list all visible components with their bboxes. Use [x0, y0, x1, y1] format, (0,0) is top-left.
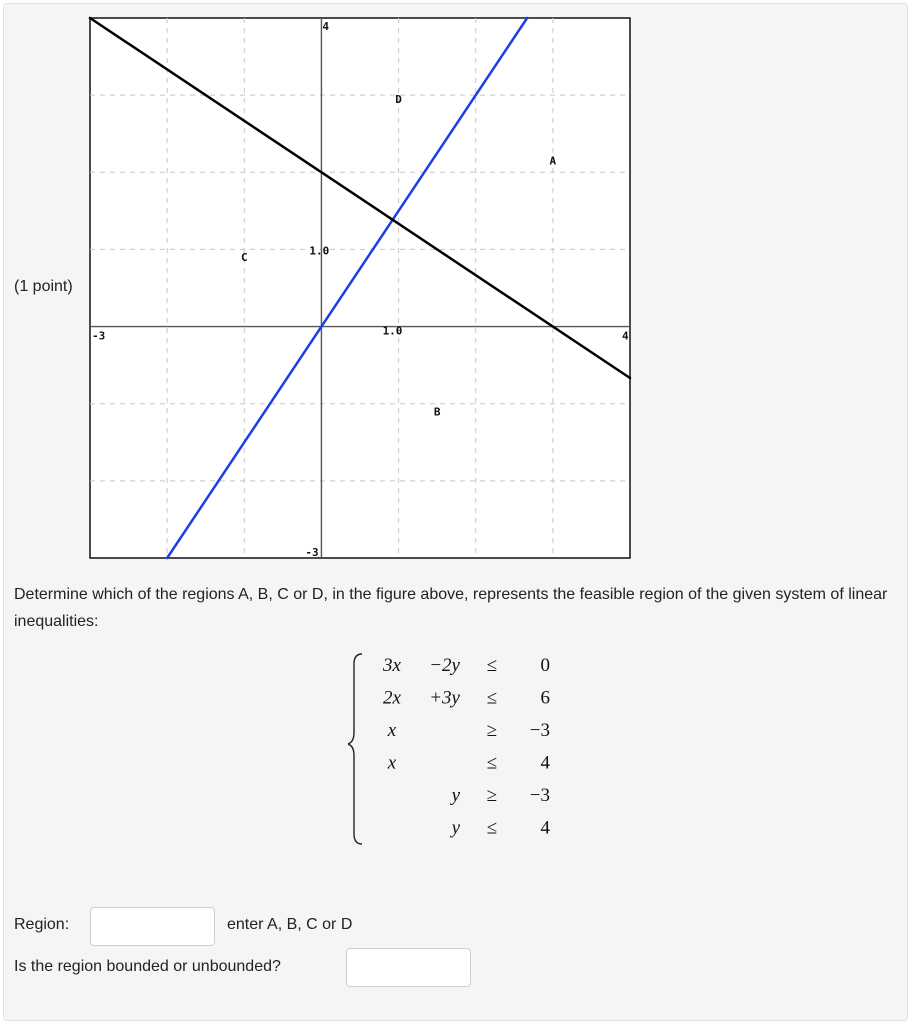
region-input[interactable]: [90, 907, 215, 946]
tick-label-ymin: -3: [305, 546, 319, 559]
inequality-coef-x: 2x: [383, 687, 401, 709]
question-text: Determine which of the regions A, B, C or D, in the figure above, represents the feasible region of the given system of linear inequalities:: [14, 586, 888, 630]
inequality-coef-x: x: [387, 720, 397, 741]
inequality-coef-y: y: [451, 817, 460, 839]
region-label-b: B: [433, 405, 441, 419]
inequality-relation: ≥: [486, 720, 498, 741]
tick-label-ymax: 4: [322, 20, 330, 33]
tick-label-y-unit: 1.0: [309, 244, 330, 258]
tick-label-x-unit: 1.0: [382, 324, 403, 338]
inequality-rhs: 6: [540, 687, 550, 709]
points-label: (1 point): [14, 278, 73, 295]
inequality-coef-y: y: [451, 785, 460, 806]
region-label-d: D: [395, 92, 402, 106]
inequality-relation: ≤: [486, 655, 498, 676]
inequality-relation: ≤: [486, 687, 498, 709]
inequality-relation: ≤: [486, 817, 498, 839]
inequality-coef-y: +3y: [429, 687, 460, 709]
inequality-rhs: 4: [540, 752, 550, 774]
region-hint: enter A, B, C or D: [227, 916, 353, 933]
tick-label-xmin: -3: [92, 329, 106, 343]
inequality-relation: ≤: [486, 752, 498, 774]
region-label: Region:: [14, 916, 70, 933]
inequality-rhs: −3: [529, 720, 550, 741]
tick-label-xmax: 4: [622, 329, 629, 343]
bounded-label: Is the region bounded or unbounded?: [14, 958, 281, 975]
inequality-rhs: −3: [529, 785, 550, 806]
inequality-system: [348, 648, 568, 848]
plot-area: [90, 18, 630, 558]
inequality-coef-x: 3x: [383, 655, 401, 676]
region-label-a: A: [549, 154, 557, 168]
inequality-rhs: 0: [540, 655, 550, 676]
region-label-c: C: [240, 251, 248, 264]
inequality-rhs: 4: [540, 817, 550, 839]
system-brace: [348, 654, 362, 844]
inequality-relation: ≥: [486, 785, 498, 806]
inequality-coef-x: x: [387, 752, 397, 774]
inequality-coef-y: −2y: [429, 655, 460, 676]
feasible-region-graph: [88, 16, 632, 560]
bounded-input[interactable]: [346, 948, 471, 987]
